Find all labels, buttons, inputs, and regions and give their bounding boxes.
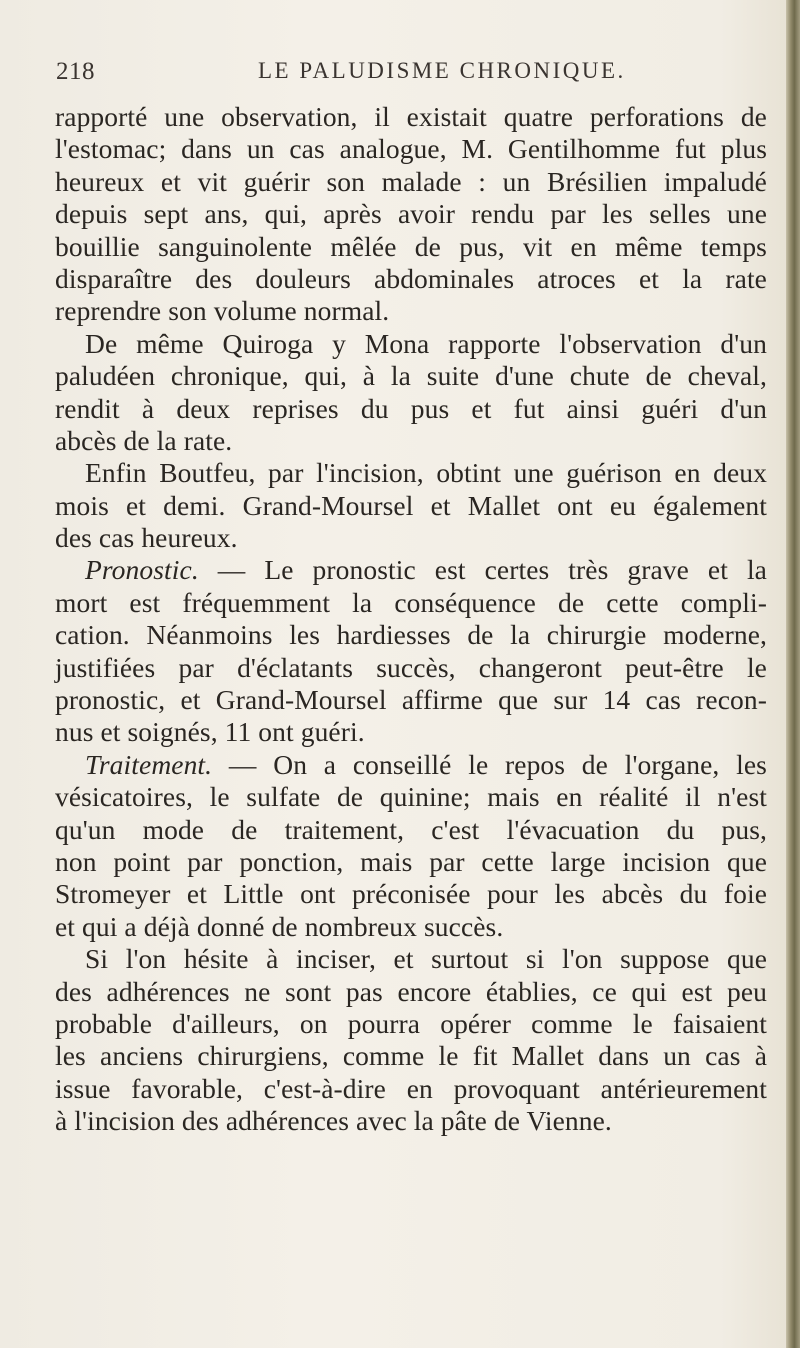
line-text: — On a conseillé le repos de l'organe, les bbox=[212, 748, 767, 780]
text-line bbox=[55, 716, 767, 748]
section-heading: Pronostic. bbox=[85, 554, 199, 586]
text-line bbox=[55, 328, 767, 360]
line-text: pronostic, et Grand-Moursel affirme que sur 14 cas recon- bbox=[55, 684, 767, 716]
line-text: non point par ponction, mais par cette large incision que bbox=[55, 845, 767, 877]
line-text: Si l'on hésite à inciser, et surtout si l'on suppose que bbox=[85, 943, 767, 975]
text-line bbox=[55, 133, 767, 165]
line-text: reprendre son volume normal. bbox=[55, 295, 390, 327]
text-line bbox=[55, 1008, 767, 1040]
text-line bbox=[55, 781, 767, 813]
text-line bbox=[55, 846, 767, 878]
line-text: heureux et vit guérir son malade : un Brésilien impaludé bbox=[55, 165, 767, 197]
body-text bbox=[55, 101, 767, 1138]
text-line bbox=[55, 1040, 767, 1072]
line-text: issue favorable, c'est-à-dire en provoquant antérieurement bbox=[55, 1072, 767, 1104]
page-edge bbox=[786, 0, 800, 1348]
page-number: 218 bbox=[56, 58, 95, 85]
line-text: justifiées par d'éclatants succès, changeront peut-être le bbox=[55, 651, 767, 683]
line-text: rapporté une observation, il existait quatre perforations de bbox=[55, 101, 767, 132]
line-text: à l'incision des adhérences avec la pâte de Vienne. bbox=[55, 1105, 612, 1137]
text-line bbox=[55, 393, 767, 425]
text-line bbox=[55, 425, 767, 457]
text-line bbox=[55, 587, 767, 619]
line-text: Enfin Boutfeu, par l'incision, obtint une guérison en deux bbox=[85, 457, 767, 489]
line-text: les anciens chirurgiens, comme le fit Mallet dans un cas à bbox=[55, 1040, 767, 1072]
text-line bbox=[55, 360, 767, 392]
line-text: De même Quiroga y Mona rapporte l'observation d'un bbox=[85, 327, 767, 359]
text-line bbox=[55, 101, 767, 133]
line-text: mort est fréquemment la conséquence de cette compli- bbox=[55, 586, 767, 618]
line-text: des cas heureux. bbox=[55, 522, 238, 554]
text-line bbox=[55, 1073, 767, 1105]
text-line bbox=[55, 976, 767, 1008]
line-text: disparaître des douleurs abdominales atroces et la rate bbox=[55, 262, 767, 294]
text-line bbox=[55, 1105, 767, 1137]
text-line bbox=[55, 231, 767, 263]
text-line bbox=[55, 878, 767, 910]
text-line bbox=[55, 619, 767, 651]
page-header bbox=[0, 58, 800, 94]
text-line bbox=[55, 490, 767, 522]
text-line bbox=[55, 684, 767, 716]
section-heading: Traitement. bbox=[85, 748, 213, 780]
line-text: — Le pronostic est certes très grave et la bbox=[198, 554, 767, 586]
text-line bbox=[55, 814, 767, 846]
line-text: bouillie sanguinolente mêlée de pus, vit en même temps bbox=[55, 230, 767, 262]
line-text: cation. Néanmoins les hardiesses de la chirurgie moderne, bbox=[55, 619, 767, 651]
line-text: et qui a déjà donné de nombreux succès. bbox=[55, 910, 504, 942]
text-line bbox=[55, 652, 767, 684]
line-text: paludéen chronique, qui, à la suite d'une chute de cheval, bbox=[55, 360, 767, 392]
text-line bbox=[55, 166, 767, 198]
line-text: nus et soignés, 11 ont guéri. bbox=[55, 716, 365, 748]
text-line bbox=[55, 295, 767, 327]
line-text: probable d'ailleurs, on pourra opérer comme le faisaient bbox=[55, 1007, 767, 1039]
text-line bbox=[55, 554, 767, 586]
line-text: des adhérences ne sont pas encore établies, ce qui est peu bbox=[55, 975, 767, 1007]
text-line bbox=[55, 943, 767, 975]
running-title: LE PALUDISME CHRONIQUE. bbox=[258, 58, 626, 83]
line-text: abcès de la rate. bbox=[55, 424, 233, 456]
text-line bbox=[55, 263, 767, 295]
text-line bbox=[55, 522, 767, 554]
line-text: depuis sept ans, qui, après avoir rendu par les selles une bbox=[55, 198, 767, 230]
text-line bbox=[55, 198, 767, 230]
line-text: rendit à deux reprises du pus et fut ainsi guéri d'un bbox=[55, 392, 767, 424]
text-line bbox=[55, 911, 767, 943]
line-text: vésicatoires, le sulfate de quinine; mais en réalité il n'est bbox=[55, 781, 767, 813]
line-text: l'estomac; dans un cas analogue, M. Gentilhomme fut plus bbox=[55, 133, 767, 165]
line-text: mois et demi. Grand-Moursel et Mallet ont eu également bbox=[55, 489, 767, 521]
line-text: qu'un mode de traitement, c'est l'évacuation du pus, bbox=[55, 813, 767, 845]
text-line bbox=[55, 457, 767, 489]
line-text: Stromeyer et Little ont préconisée pour les abcès du foie bbox=[55, 878, 767, 910]
text-line bbox=[55, 749, 767, 781]
